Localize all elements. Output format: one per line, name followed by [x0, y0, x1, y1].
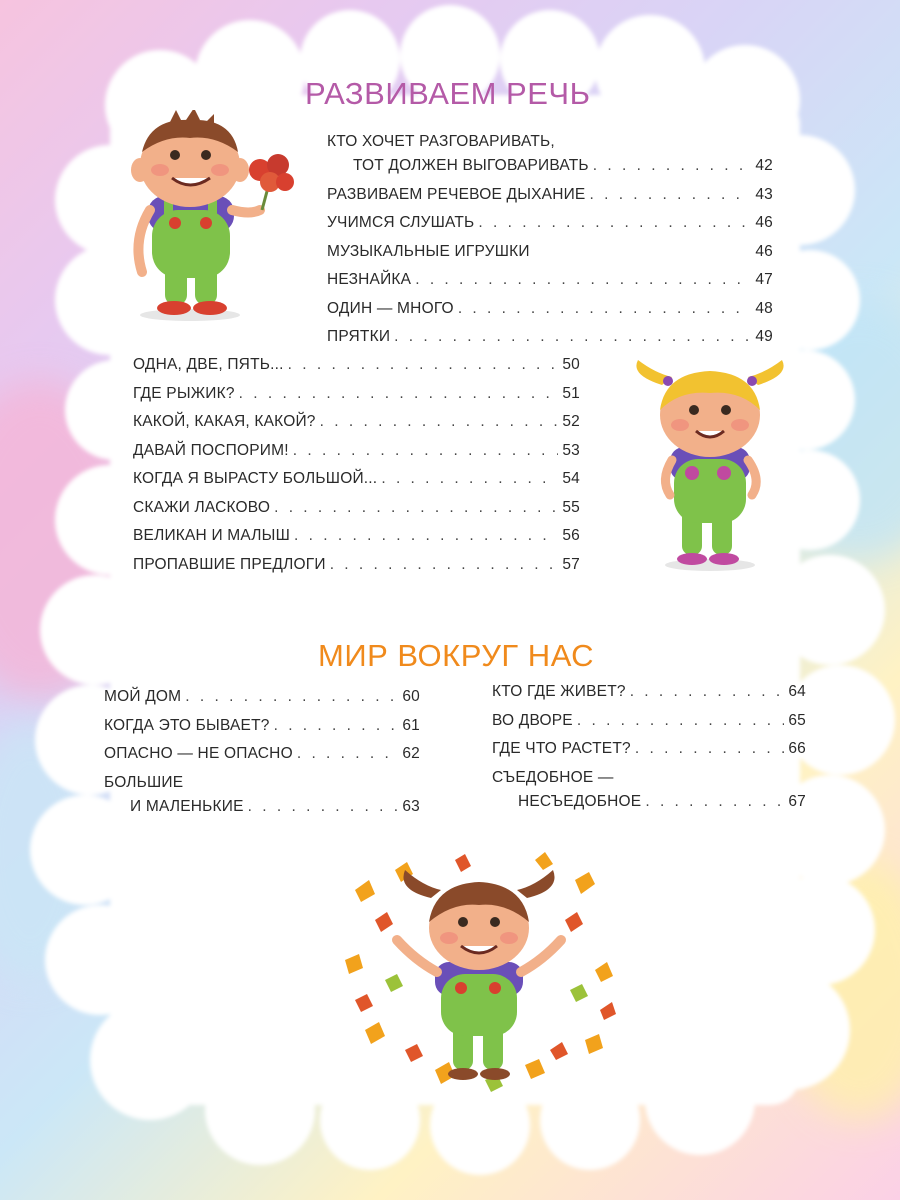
- leader-dots: [288, 356, 559, 374]
- leader-dots: [248, 798, 399, 816]
- toc-item: [104, 798, 420, 827]
- toc-item-page: 55: [562, 498, 580, 516]
- leader-dots: [593, 157, 752, 175]
- toc-item-page: 48: [755, 299, 773, 317]
- toc-speech-left: [133, 356, 580, 584]
- leader-dots: [458, 300, 752, 318]
- toc-item-page: 63: [402, 797, 420, 815]
- toc-item: [104, 745, 420, 774]
- toc-item: [133, 442, 580, 471]
- toc-item-label: СЪЕДОБНОЕ —: [492, 768, 614, 786]
- toc-item-label: СКАЖИ ЛАСКОВО: [133, 498, 271, 516]
- toc-item-label: НЕЗНАЙКА: [327, 271, 412, 288]
- toc-item-page: 46: [755, 242, 773, 260]
- leader-dots: [635, 740, 785, 758]
- toc-item-page: 43: [755, 185, 773, 203]
- toc-item: [104, 774, 420, 798]
- toc-item: [327, 328, 773, 357]
- toc-item-page: 62: [402, 745, 420, 762]
- leader-dots: [589, 186, 751, 204]
- leader-dots: [645, 793, 784, 811]
- toc-item-label: УЧИМСЯ СЛУШАТЬ: [327, 214, 475, 231]
- toc-item-label: ТОТ ДОЛЖЕН ВЫГОВАРИВАТЬ: [353, 157, 589, 174]
- toc-item-label: КТО ХОЧЕТ РАЗГОВАРИВАТЬ,: [327, 133, 555, 150]
- toc-item-label: ВЕЛИКАН И МАЛЫШ: [133, 527, 290, 544]
- toc-item: [104, 688, 420, 717]
- toc-item-label: ОДИН — МНОГО: [327, 299, 454, 317]
- section-title-speech: РАЗВИВАЕМ РЕЧЬ: [305, 76, 591, 111]
- toc-item-page: 57: [562, 555, 580, 573]
- leader-dots: [293, 442, 559, 460]
- toc-item: [327, 300, 773, 329]
- toc-item-label: РАЗВИВАЕМ РЕЧЕВОЕ ДЫХАНИЕ: [327, 185, 586, 203]
- toc-item-label: ПРОПАВШИЕ ПРЕДЛОГИ: [133, 555, 326, 573]
- toc-item-page: 53: [562, 441, 580, 459]
- toc-item-label: НЕСЪЕДОБНОЕ: [518, 792, 642, 810]
- leader-dots: [274, 717, 399, 735]
- girl-with-pigtails-illustration: [620, 355, 800, 575]
- leader-dots: [294, 527, 558, 545]
- toc-item-label: БОЛЬШИЕ: [104, 773, 184, 791]
- toc-item-label: ДАВАЙ ПОСПОРИМ!: [133, 441, 289, 459]
- toc-item: [133, 527, 580, 556]
- toc-item-label: КАКОЙ, КАКАЯ, КАКОЙ?: [133, 413, 316, 430]
- section-title-world: МИР ВОКРУГ НАС: [318, 638, 595, 673]
- toc-item: [327, 133, 773, 157]
- toc-world-left: [104, 688, 420, 826]
- toc-item-label: МУЗЫКАЛЬНЫЕ ИГРУШКИ: [327, 242, 530, 260]
- boy-with-flowers-illustration: [120, 110, 310, 325]
- toc-item-page: 46: [755, 214, 773, 231]
- toc-item: [492, 740, 806, 769]
- leader-dots: [478, 214, 751, 232]
- toc-item: [492, 793, 806, 822]
- toc-item-page: 60: [402, 688, 420, 705]
- toc-world-right: [492, 683, 806, 821]
- toc-item-label: МОЙ ДОМ: [104, 688, 182, 705]
- toc-item: [327, 186, 773, 215]
- leader-dots: [185, 688, 398, 706]
- toc-item: [327, 157, 773, 186]
- leader-dots: [577, 712, 785, 730]
- toc-speech-right: [327, 133, 773, 357]
- toc-item: [327, 243, 773, 272]
- toc-item-page: 56: [562, 527, 580, 544]
- toc-item-page: 66: [788, 740, 806, 757]
- toc-item-page: 52: [562, 413, 580, 430]
- toc-item-page: 42: [755, 157, 773, 174]
- toc-item-label: ОДНА, ДВЕ, ПЯТЬ...: [133, 356, 284, 373]
- leader-dots: [297, 745, 399, 763]
- toc-item: [327, 271, 773, 300]
- toc-item-page: 47: [755, 271, 773, 288]
- toc-item-label: ОПАСНО — НЕ ОПАСНО: [104, 745, 293, 762]
- toc-item: [133, 470, 580, 499]
- toc-item-label: КТО ГДЕ ЖИВЕТ?: [492, 683, 626, 700]
- leader-dots: [320, 413, 559, 431]
- toc-item-page: 67: [788, 792, 806, 810]
- toc-item-label: ГДЕ ЧТО РАСТЕТ?: [492, 740, 631, 757]
- toc-item: [492, 683, 806, 712]
- leader-dots: [394, 328, 751, 346]
- leader-dots: [630, 683, 785, 701]
- toc-item-page: 54: [562, 470, 580, 487]
- toc-item-label: КОГДА ЭТО БЫВАЕТ?: [104, 716, 270, 734]
- toc-item-label: И МАЛЕНЬКИЕ: [130, 797, 244, 815]
- toc-item: [133, 556, 580, 585]
- toc-item-label: ВО ДВОРЕ: [492, 711, 573, 729]
- toc-item-page: 61: [402, 716, 420, 734]
- toc-item-label: КОГДА Я ВЫРАСТУ БОЛЬШОЙ...: [133, 470, 378, 487]
- toc-item: [133, 499, 580, 528]
- toc-item-page: 65: [788, 711, 806, 729]
- leader-dots: [381, 470, 558, 488]
- toc-item: [492, 769, 806, 793]
- toc-item: [133, 413, 580, 442]
- girl-with-autumn-leaves-illustration: [335, 850, 625, 1100]
- toc-item: [104, 717, 420, 746]
- leader-dots: [330, 556, 559, 574]
- toc-item-page: 50: [562, 356, 580, 373]
- toc-item-label: ПРЯТКИ: [327, 328, 391, 345]
- toc-item: [327, 214, 773, 243]
- leader-dots: [274, 499, 558, 517]
- toc-item: [492, 712, 806, 741]
- toc-item: [133, 356, 580, 385]
- toc-item-label: ГДЕ РЫЖИК?: [133, 384, 235, 402]
- toc-item: [133, 385, 580, 414]
- toc-item-page: 51: [562, 384, 580, 402]
- toc-item-page: 64: [788, 683, 806, 700]
- toc-item-page: 49: [755, 328, 773, 345]
- leader-dots: [415, 271, 751, 289]
- leader-dots: [239, 385, 559, 403]
